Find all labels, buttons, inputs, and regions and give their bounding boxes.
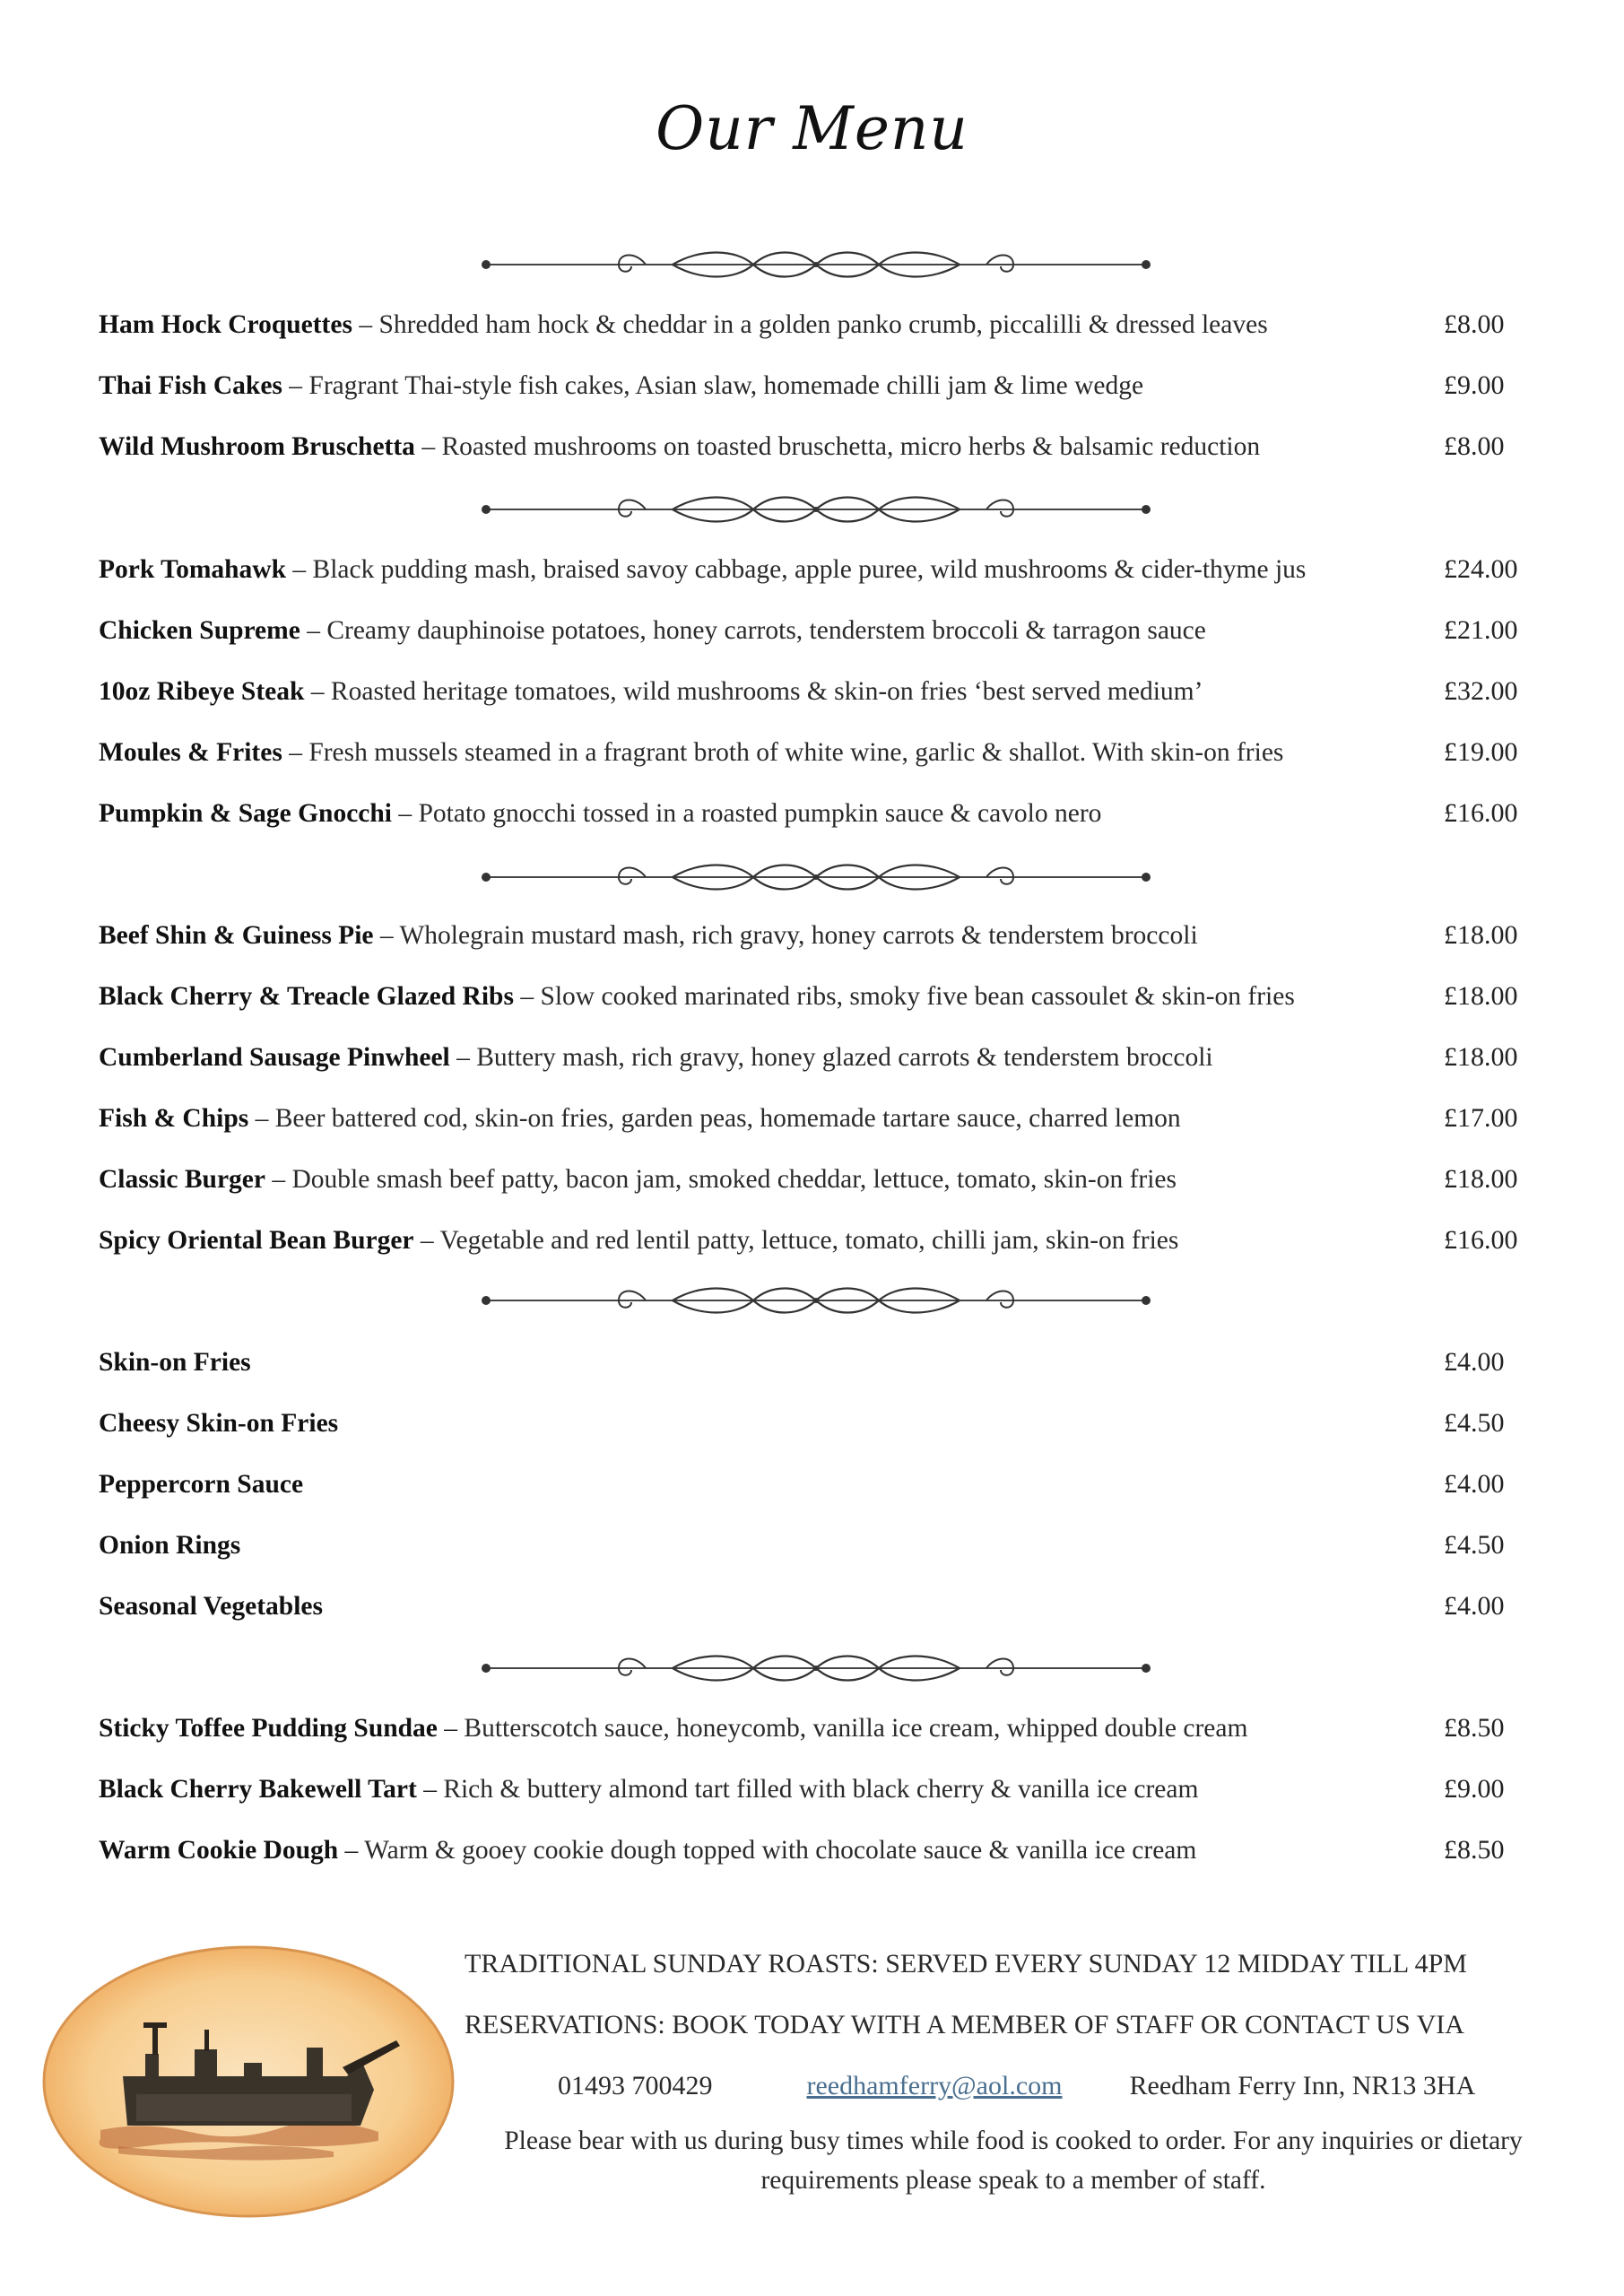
dish-price: £16.00 — [1444, 798, 1518, 828]
dish-description: Black pudding mash, braised savoy cabbage, apple puree, wild mushrooms & cider-thyme jus — [312, 555, 1307, 584]
dish-price: £18.00 — [1444, 981, 1518, 1011]
dish-name: 10oz Ribeye Steak — [99, 677, 305, 706]
ornament-divider — [466, 1650, 1166, 1686]
dish-name: Skin-on Fries — [99, 1348, 251, 1377]
ornament-divider — [466, 859, 1166, 895]
dish-price: £9.00 — [1444, 1774, 1505, 1804]
dish-name: Spicy Oriental Bean Burger — [99, 1226, 414, 1255]
dish-description: Fresh mussels steamed in a fragrant broth of white wine, garlic & shallot. With skin-on fries — [308, 738, 1284, 767]
dish-price: £16.00 — [1444, 1225, 1518, 1255]
dish-name: Onion Rings — [99, 1531, 241, 1560]
phone-number: 01493 700429 — [558, 2071, 713, 2100]
sunday-roasts-text: TRADITIONAL SUNDAY ROASTS: SERVED EVERY SUNDAY 12 MIDDAY TILL 4PM — [465, 1949, 1467, 1979]
menu-item: Beef Shin & Guiness Pie – Wholegrain mustard mash, rich gravy, honey carrots & tenderstem broccoli — [99, 921, 1198, 950]
dish-description: Creamy dauphinoise potatoes, honey carrots, tenderstem broccoli & tarragon sauce — [326, 616, 1206, 645]
dish-price: £9.00 — [1444, 370, 1505, 400]
dish-description: Roasted heritage tomatoes, wild mushrooms & skin-on fries ‘best served medium’ — [330, 677, 1203, 706]
dish-name: Cheesy Skin-on Fries — [99, 1409, 339, 1438]
dish-name: Wild Mushroom Bruschetta — [99, 432, 415, 461]
dish-price: £4.00 — [1444, 1347, 1505, 1377]
email-link[interactable]: reedhamferry@aol.com — [806, 2071, 1063, 2100]
side-item — [99, 1404, 338, 1443]
menu-item: Classic Burger – Double smash beef patty, bacon jam, smoked cheddar, lettuce, tomato, skin-on fries — [99, 1165, 1177, 1194]
dish-name: Peppercorn Sauce — [99, 1470, 304, 1499]
dish-price: £18.00 — [1444, 1164, 1518, 1194]
reservations-text: RESERVATIONS: BOOK TODAY WITH A MEMBER OF STAFF OR CONTACT US VIA — [465, 2010, 1464, 2039]
menu-item: Ham Hock Croquettes – Shredded ham hock & cheddar in a golden panko crumb, piccalilli & dressed leaves — [99, 310, 1268, 339]
contact-line — [558, 2066, 1475, 2106]
dish-name: Moules & Frites — [99, 738, 282, 767]
dish-price: £4.50 — [1444, 1408, 1505, 1438]
dish-name: Black Cherry & Treacle Glazed Ribs — [99, 982, 514, 1011]
dish-name: Classic Burger — [99, 1165, 265, 1194]
menu-item: 10oz Ribeye Steak – Roasted heritage tomatoes, wild mushrooms & skin-on fries ‘best served medium’ — [99, 677, 1203, 706]
ornament-divider — [466, 1283, 1166, 1318]
dish-name: Pumpkin & Sage Gnocchi — [99, 799, 393, 828]
address-text: Reedham Ferry Inn, NR13 3HA — [1129, 2071, 1476, 2100]
menu-item: Thai Fish Cakes – Fragrant Thai-style fish cakes, Asian slaw, homemade chilli jam & lime wedge — [99, 371, 1144, 400]
dish-price: £32.00 — [1444, 676, 1518, 706]
dish-price: £4.00 — [1444, 1469, 1505, 1499]
dish-price: £8.00 — [1444, 309, 1505, 339]
dish-name: Warm Cookie Dough — [99, 1836, 339, 1865]
dish-description: Potato gnocchi tossed in a roasted pumpkin sauce & cavolo nero — [418, 799, 1102, 828]
dish-price: £8.00 — [1444, 431, 1505, 461]
dish-name: Sticky Toffee Pudding Sundae — [99, 1714, 438, 1743]
dish-name: Cumberland Sausage Pinwheel — [99, 1043, 450, 1072]
menu-item: Spicy Oriental Bean Burger – Vegetable and red lentil patty, lettuce, tomato, chilli jam, skin-on fries — [99, 1226, 1179, 1255]
menu-item: Pork Tomahawk – Black pudding mash, braised savoy cabbage, apple puree, wild mushrooms & cider-thyme jus — [99, 555, 1307, 584]
dish-description: Buttery mash, rich gravy, honey glazed carrots & tenderstem broccoli — [476, 1043, 1213, 1072]
dish-description: Rich & buttery almond tart filled with black cherry & vanilla ice cream — [443, 1775, 1199, 1804]
dish-price: £4.00 — [1444, 1591, 1505, 1621]
dish-name: Fish & Chips — [99, 1104, 249, 1133]
dish-price: £8.50 — [1444, 1713, 1505, 1743]
dish-description: Double smash beef patty, bacon jam, smoked cheddar, lettuce, tomato, skin-on fries — [291, 1165, 1177, 1194]
dish-description: Beer battered cod, skin-on fries, garden peas, homemade tartare sauce, charred lemon — [274, 1104, 1181, 1133]
menu-item: Sticky Toffee Pudding Sundae – Butterscotch sauce, honeycomb, vanilla ice cream, whipped double cream — [99, 1714, 1248, 1743]
side-item — [99, 1465, 303, 1504]
dish-description: Slow cooked marinated ribs, smoky five bean cassoulet & skin-on fries — [540, 982, 1295, 1011]
side-item — [99, 1526, 240, 1565]
menu-item: Pumpkin & Sage Gnocchi – Potato gnocchi tossed in a roasted pumpkin sauce & cavolo nero — [99, 799, 1102, 828]
dish-description: Shredded ham hock & cheddar in a golden panko crumb, piccalilli & dressed leaves — [378, 310, 1268, 339]
menu-title: Our Menu — [656, 94, 968, 163]
menu-item: Chicken Supreme – Creamy dauphinoise potatoes, honey carrots, tenderstem broccoli & tarragon sauce — [99, 616, 1206, 645]
dish-price: £4.50 — [1444, 1530, 1505, 1560]
dish-description: Warm & gooey cookie dough topped with chocolate sauce & vanilla ice cream — [364, 1836, 1197, 1865]
menu-item: Warm Cookie Dough – Warm & gooey cookie dough topped with chocolate sauce & vanilla ice cream — [99, 1836, 1197, 1865]
dish-price: £8.50 — [1444, 1835, 1505, 1865]
menu-item: Wild Mushroom Bruschetta – Roasted mushrooms on toasted bruschetta, micro herbs & balsamic reduction — [99, 432, 1261, 461]
dish-description: Roasted mushrooms on toasted bruschetta, micro herbs & balsamic reduction — [441, 432, 1261, 461]
ornament-divider — [466, 247, 1166, 283]
menu-item: Moules & Frites – Fresh mussels steamed in a fragrant broth of white wine, garlic & shallot. With skin-on fries — [99, 738, 1284, 767]
dish-name: Ham Hock Croquettes — [99, 310, 352, 339]
dish-description: Butterscotch sauce, honeycomb, vanilla ice cream, whipped double cream — [464, 1714, 1248, 1743]
dish-price: £19.00 — [1444, 737, 1518, 767]
ornament-divider — [466, 491, 1166, 527]
dish-price: £17.00 — [1444, 1103, 1518, 1133]
dish-price: £18.00 — [1444, 1042, 1518, 1072]
dish-description: Fragrant Thai-style fish cakes, Asian slaw, homemade chilli jam & lime wedge — [308, 371, 1144, 400]
dish-name: Thai Fish Cakes — [99, 371, 282, 400]
dish-name: Beef Shin & Guiness Pie — [99, 921, 374, 950]
side-item — [99, 1587, 323, 1626]
side-item — [99, 1343, 251, 1382]
ferry-logo — [38, 1942, 459, 2222]
menu-item: Black Cherry & Treacle Glazed Ribs – Slow cooked marinated ribs, smoky five bean cassoulet & skin-on fries — [99, 982, 1295, 1011]
footer-note: Please bear with us during busy times while food is cooked to order. For any inquiries or dietary requirements please speak to a member of staff. — [504, 2126, 1523, 2195]
menu-item: Fish & Chips – Beer battered cod, skin-on fries, garden peas, homemade tartare sauce, charred lemon — [99, 1104, 1181, 1133]
menu-item: Black Cherry Bakewell Tart – Rich & buttery almond tart filled with black cherry & vanilla ice cream — [99, 1775, 1199, 1804]
dish-price: £24.00 — [1444, 554, 1518, 584]
dish-name: Pork Tomahawk — [99, 555, 287, 584]
menu-item: Cumberland Sausage Pinwheel – Buttery mash, rich gravy, honey glazed carrots & tenderstem broccoli — [99, 1043, 1213, 1072]
dish-name: Seasonal Vegetables — [99, 1592, 323, 1621]
dish-price: £21.00 — [1444, 615, 1518, 645]
dish-description: Wholegrain mustard mash, rich gravy, honey carrots & tenderstem broccoli — [399, 921, 1198, 950]
dish-price: £18.00 — [1444, 920, 1518, 950]
dish-description: Vegetable and red lentil patty, lettuce, tomato, chilli jam, skin-on fries — [439, 1226, 1179, 1255]
dish-name: Chicken Supreme — [99, 616, 300, 645]
dish-name: Black Cherry Bakewell Tart — [99, 1775, 417, 1804]
